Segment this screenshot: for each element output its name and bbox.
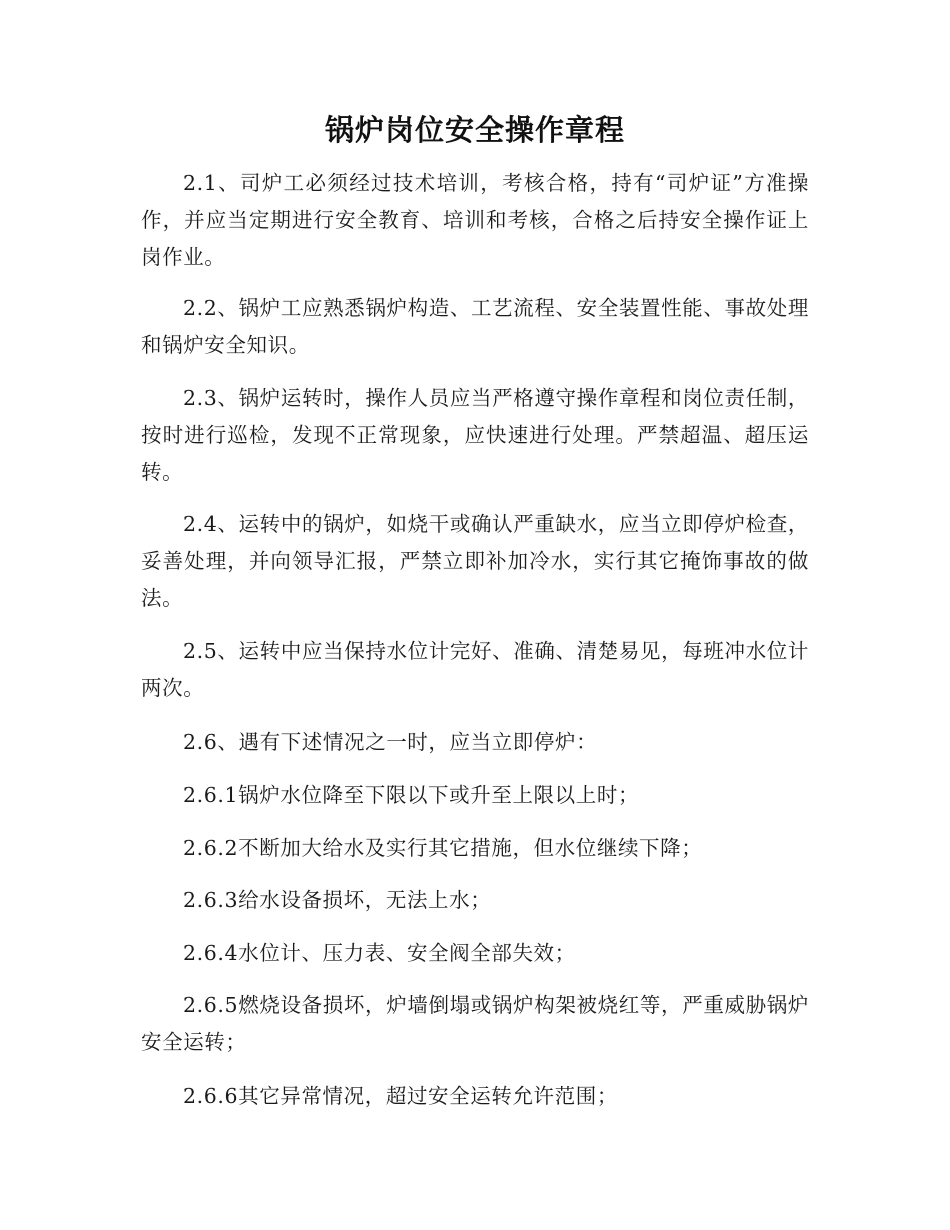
document-title: 锅炉岗位安全操作章程 [324, 113, 625, 147]
paragraph-2-6-2: 2.6.2不断加大给水及实行其它措施，但水位继续下降； [183, 836, 703, 860]
paragraph-2-1: 2.1、司炉工必须经过技术培训，考核合格，持有“司炉证”方准操作，并应当定期进行安全教育、培训和考核，合格之后持安全操作证上岗作业。 [141, 171, 809, 269]
paragraph-2-6-4: 2.6.4水位计、压力表、安全阀全部失效； [183, 941, 576, 965]
paragraph-2-2: 2.2、锅炉工应熟悉锅炉构造、工艺流程、安全装置性能、事故处理和锅炉安全知识。 [141, 296, 809, 357]
paragraph-2-6-5: 2.6.5燃烧设备损坏，炉墙倒塌或锅炉构架被烧红等，严重威胁锅炉安全运转； [141, 993, 809, 1054]
paragraph-2-3: 2.3、锅炉运转时，操作人员应当严格遵守操作章程和岗位责任制，按时进行巡检，发现不正常现象，应快速进行处理。严禁超温、超压运转。 [141, 386, 809, 484]
paragraph-2-4: 2.4、运转中的锅炉，如烧干或确认严重缺水，应当立即停炉检查，妥善处理，并向领导汇报，严禁立即补加冷水，实行其它掩饰事故的做法。 [141, 512, 809, 610]
paragraph-2-6-1: 2.6.1锅炉水位降至下限以下或升至上限以上时； [183, 783, 640, 807]
paragraph-2-6-6: 2.6.6其它异常情况，超过安全运转允许范围； [183, 1084, 618, 1108]
paragraph-2-5: 2.5、运转中应当保持水位计完好、准确、清楚易见，每班冲水位计两次。 [141, 639, 809, 700]
paragraph-2-6-3: 2.6.3给水设备损坏，无法上水； [183, 888, 492, 912]
paragraph-2-6: 2.6、遇有下述情况之一时，应当立即停炉： [183, 730, 598, 754]
